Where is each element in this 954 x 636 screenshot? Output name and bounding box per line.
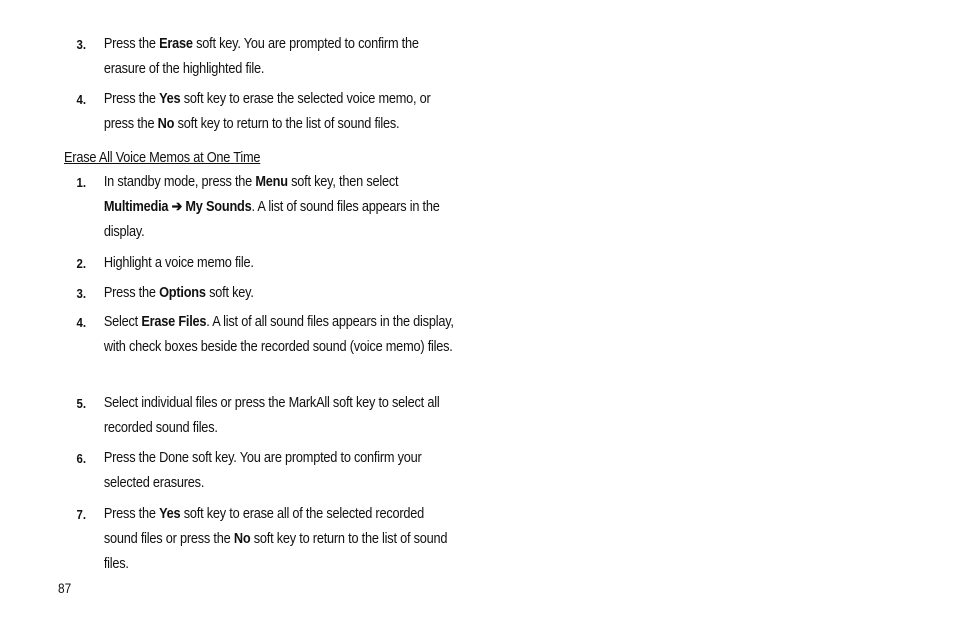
text-run: soft key to erase the selected voice memo, or press the [103, 91, 431, 132]
step-number: 1. [76, 175, 87, 190]
emphasis-term: Erase [159, 36, 193, 52]
emphasis-term: Yes [159, 506, 181, 522]
text-run: soft key. [205, 285, 254, 301]
step-number: 6. [76, 451, 87, 466]
section-heading: Erase All Voice Memos at One Time [64, 150, 261, 166]
text-run: Press the [103, 285, 160, 301]
text-run: soft key, then select [287, 174, 399, 190]
step-text [104, 87, 460, 137]
emphasis-term: Menu [255, 174, 288, 190]
text-run: soft key to return to the list of sound files. [103, 531, 448, 572]
text-run: Press the [103, 506, 160, 522]
step-text [104, 502, 460, 577]
page-number: 87 [58, 581, 72, 596]
step-number: 2. [76, 256, 87, 271]
emphasis-term: No [233, 531, 251, 547]
step-text [104, 32, 460, 82]
text-run: soft key to return to the list of sound files. [174, 116, 400, 132]
step-text [104, 310, 460, 360]
step-number: 5. [76, 396, 87, 411]
step-number: 3. [76, 286, 87, 301]
text-run: Press the [103, 91, 160, 107]
emphasis-term: Yes [159, 91, 181, 107]
emphasis-term: Multimedia ➔ My Sounds [103, 199, 252, 215]
text-run: In standby mode, press the [103, 174, 256, 190]
step-number: 3. [76, 37, 87, 52]
step-number: 4. [76, 92, 87, 107]
text-run: Select [103, 314, 142, 330]
text-run: soft key to erase all of the selected recorded sound files or press the [103, 506, 425, 547]
text-run: Press the [103, 36, 160, 52]
emphasis-term: Options [159, 285, 206, 301]
text-run: soft key. You are prompted to confirm the erasure of the highlighted file. [103, 36, 419, 77]
text-run: Press the Done soft key. You are prompted to confirm your selected erasures. [103, 450, 422, 491]
step-text [104, 446, 460, 496]
text-run: Select individual files or press the MarkAll soft key to select all recorded sound files. [103, 395, 440, 436]
text-run: . A list of all sound files appears in the display, with check boxes beside the recorded sound (voice memo) files. [103, 314, 454, 355]
text-run: Highlight a voice memo file. [103, 255, 254, 271]
step-text [104, 251, 460, 276]
text-run: . A list of sound files appears in the display. [103, 199, 440, 240]
step-text [104, 281, 460, 306]
step-number: 4. [76, 315, 87, 330]
step-number: 7. [76, 507, 87, 522]
emphasis-term: Erase Files [141, 314, 207, 330]
step-text [104, 391, 460, 441]
emphasis-term: No [157, 116, 175, 132]
step-text [104, 170, 460, 245]
